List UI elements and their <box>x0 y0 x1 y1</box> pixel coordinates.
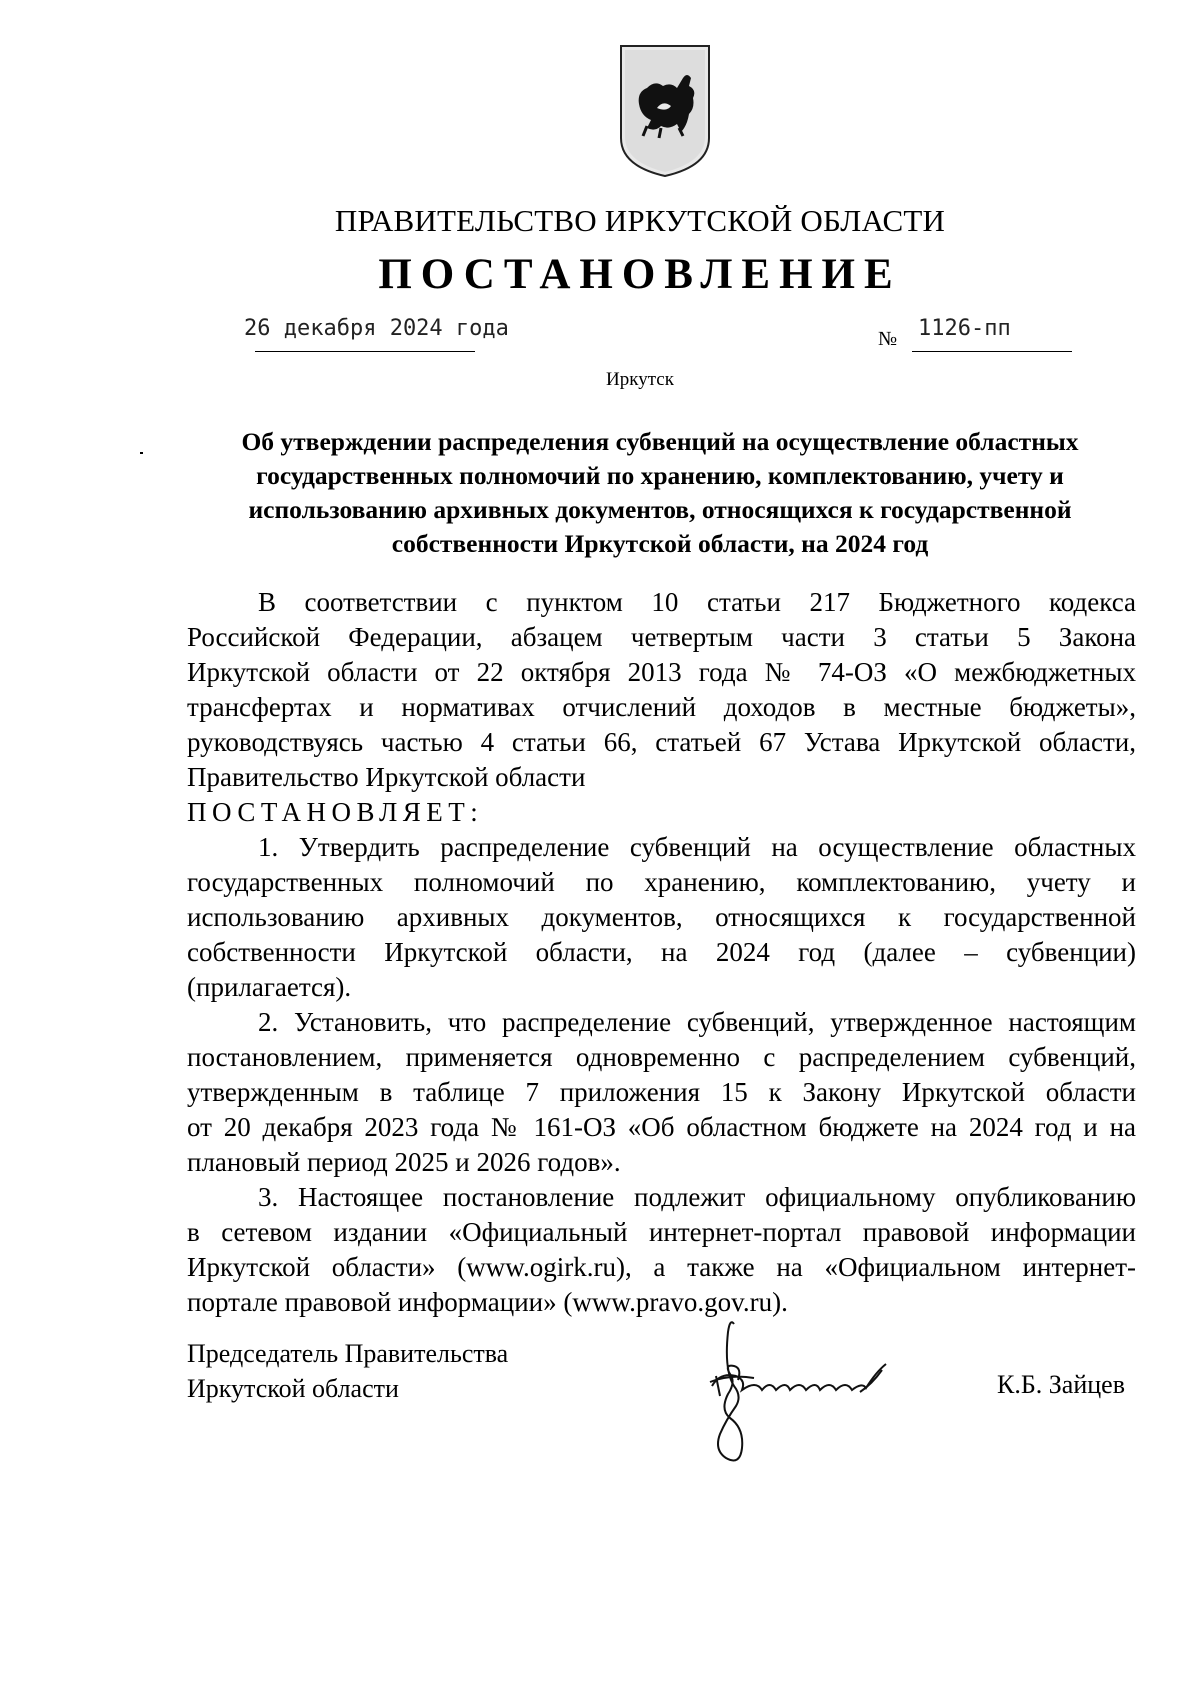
coat-of-arms-emblem <box>617 42 713 180</box>
date-underline <box>255 351 475 352</box>
city-name: Иркутск <box>606 369 674 390</box>
body-line: постановлением, применяется одновременно с распределением субвенций, <box>187 1042 1136 1072</box>
body-line: плановый период 2025 и 2026 годов». <box>187 1147 621 1177</box>
body-line: руководствуясь частью 4 статьи 66, статьей 67 Устава Иркутской области, <box>187 727 1136 757</box>
body-line: 3. Настоящее постановление подлежит официальному опубликованию <box>258 1182 1136 1212</box>
body-line: Правительство Иркутской области <box>187 762 586 792</box>
body-line: собственности Иркутской области, на 2024 год (далее – субвенции) <box>187 937 1136 967</box>
body-line: трансфертах и нормативах отчислений доходов в местные бюджеты», <box>187 692 1136 722</box>
position-line: Иркутской области <box>187 1374 399 1403</box>
body-line: государственных полномочий по хранению, комплектованию, учету и <box>187 867 1136 897</box>
signatory-name: К.Б. Зайцев <box>997 1370 1125 1399</box>
government-name: ПРАВИТЕЛЬСТВО ИРКУТСКОЙ ОБЛАСТИ <box>334 203 946 238</box>
body-line: Иркутской области» (www.ogirk.ru), а также на «Официальном интернет- <box>187 1252 1136 1282</box>
number-underline <box>912 351 1072 352</box>
document-type-title: ПОСТАНОВЛЕНИЕ <box>378 251 902 298</box>
body-line: (прилагается). <box>187 972 352 1002</box>
body-line: В соответствии с пунктом 10 статьи 217 Бюджетного кодекса <box>258 587 1136 617</box>
body-line: портале правовой информации» (www.pravo.gov.ru). <box>187 1287 788 1317</box>
heading-line: Об утверждении распределения субвенций на осуществление областных <box>241 427 1079 456</box>
signatory-position <box>187 1336 508 1406</box>
body-line: 1. Утвердить распределение субвенций на осуществление областных <box>258 832 1136 862</box>
body-line: утвержденным в таблице 7 приложения 15 к Закону Иркутской области <box>187 1077 1136 1107</box>
document-heading <box>180 425 1140 561</box>
heading-line: использованию архивных документов, относящихся к государственной <box>248 495 1072 524</box>
document-body <box>187 585 1136 1320</box>
body-line: использованию архивных документов, относящихся к государственной <box>187 902 1136 932</box>
body-line: 2. Установить, что распределение субвенций, утвержденное настоящим <box>258 1007 1136 1037</box>
handwritten-signature <box>690 1310 930 1480</box>
heading-line: собственности Иркутской области, на 2024 год <box>391 529 929 558</box>
body-line: в сетевом издании «Официальный интернет-портал правовой информации <box>187 1217 1136 1247</box>
resolves-word: ПОСТАНОВЛЯЕТ: <box>187 797 484 827</box>
number-sign: № <box>878 328 898 350</box>
margin-mark <box>140 452 143 454</box>
document-date: 26 декабря 2024 года <box>244 316 509 341</box>
document-number: 1126-пп <box>918 316 1011 341</box>
body-line: Иркутской области от 22 октября 2013 года № 74-ОЗ «О межбюджетных <box>187 657 1136 687</box>
position-line: Председатель Правительства <box>187 1339 509 1368</box>
body-line: Российской Федерации, абзацем четвертым части 3 статьи 5 Закона <box>187 622 1136 652</box>
body-line: от 20 декабря 2023 года № 161-ОЗ «Об областном бюджете на 2024 год и на <box>187 1112 1136 1142</box>
heading-line: государственных полномочий по хранению, комплектованию, учету и <box>256 461 1064 490</box>
